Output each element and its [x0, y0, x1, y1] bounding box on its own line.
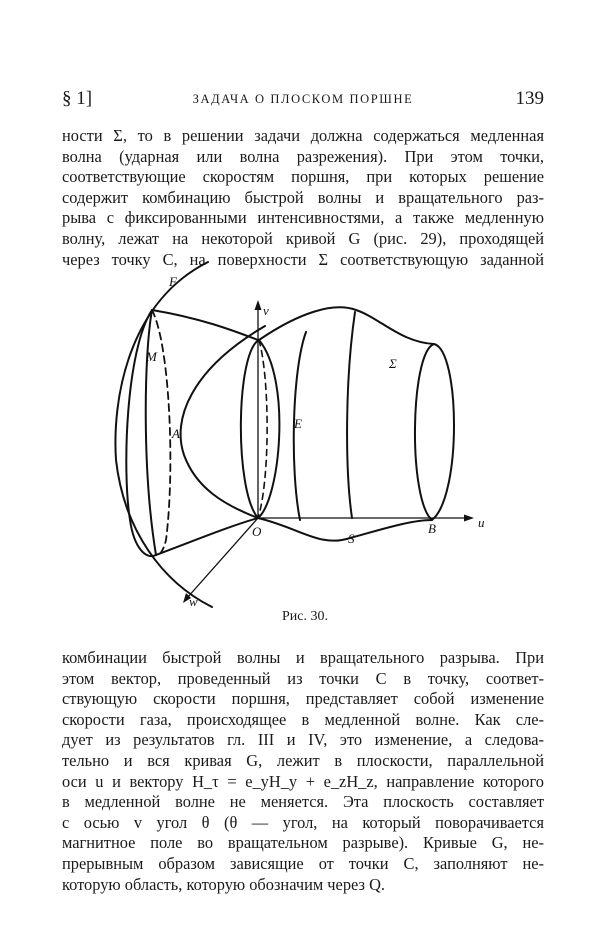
text-line: в медленной волне не меняется. Эта плоскость составляет — [62, 792, 544, 812]
text-line: прерывным образом зависящие от точки C, заполняют не- — [62, 853, 544, 873]
curve-S — [258, 518, 432, 541]
section-marker: § 1] — [62, 88, 93, 109]
right-ellipse — [415, 344, 454, 520]
text-line: оси u и вектору H_τ = e_yH_y + e_zH_z, направление которого — [62, 771, 544, 791]
cylinder-inner — [347, 312, 355, 518]
label-A: A — [172, 426, 180, 441]
middle-ellipse-dash — [258, 340, 267, 518]
text-line: этом вектор, проведенный из точки C в точку, соответ- — [62, 668, 544, 688]
text-line: волну, лежат на некоторой кривой G (рис. 29), проходящей — [62, 228, 544, 248]
arrow-v — [255, 300, 262, 310]
inner-curve-A — [181, 326, 265, 518]
lower-rim — [156, 518, 258, 555]
label-S: S — [348, 531, 355, 546]
page-number: 139 — [515, 88, 544, 109]
text-line: рыва с фиксированными интенсивностями, а также медленную — [62, 208, 544, 228]
label-E: E — [294, 416, 302, 431]
label-w: w — [189, 594, 198, 609]
text-line: магнитное поле во вращательном разрыве). Кривые G, не- — [62, 833, 544, 853]
text-line: через точку C, на поверхности Σ соответствующую заданной — [62, 249, 544, 269]
arrow-u — [464, 515, 474, 522]
meridian-curve — [146, 310, 156, 555]
text-line: скорости газа, происходящее в медленной волне. Как сле- — [62, 709, 544, 729]
label-O: O — [252, 524, 262, 539]
text-line: дует из результатов гл. III и IV, это изменение, а следова- — [62, 730, 544, 750]
middle-ellipse — [241, 340, 280, 518]
label-v: v — [263, 303, 269, 318]
label-B: B — [428, 521, 436, 536]
sphere-arc-F — [115, 262, 212, 607]
ellipse-M-back — [152, 310, 170, 555]
upper-rim — [152, 310, 258, 340]
text-line: ности Σ, то в решении задачи должна содержаться медленная — [62, 126, 544, 145]
text-line: ствующую скорости поршня, представляет собой изменение — [62, 689, 544, 709]
label-u: u — [478, 515, 485, 530]
text-line: с осью v угол θ (θ — угол, на который поворачивается — [62, 812, 544, 832]
text-line: содержит комбинацию быстрой волны и вращательного раз- — [62, 187, 544, 207]
text-line: которую область, которую обозначим через Q. — [62, 874, 386, 894]
label-M: M — [146, 349, 157, 364]
text-line: тельно и вся кривая G, лежит в плоскости, параллельной — [62, 750, 544, 770]
text-line: соответствующие скоростям поршня, при которых решение — [62, 167, 544, 187]
paragraph-bottom — [62, 648, 544, 895]
figure-caption: Рис. 30. — [282, 609, 328, 624]
label-Sigma: Σ — [389, 356, 397, 371]
chapter-title: ЗАДАЧА О ПЛОСКОМ ПОРШНЕ — [192, 92, 414, 106]
text-line: волна (ударная или волна разрежения). При этом точки, — [62, 146, 544, 166]
surface-top — [259, 307, 434, 344]
text-line: комбинации быстрой волны и вращательного разрыва. При — [62, 648, 544, 667]
label-F: F — [169, 274, 177, 289]
